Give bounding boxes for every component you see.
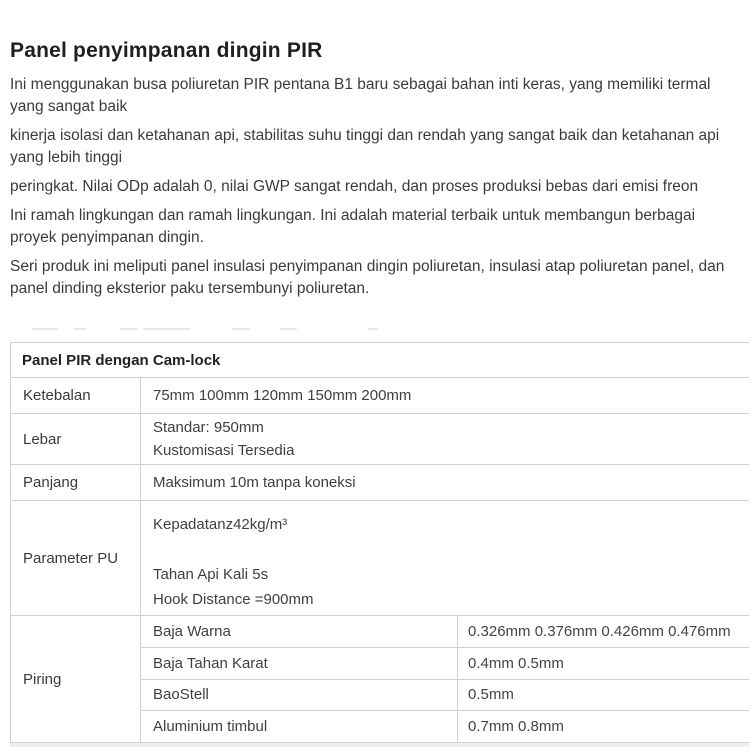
description-paragraph: Ini ramah lingkungan dan ramah lingkungan. Ini adalah material terbaik untuk membangun berbagai proyek penyimpanan dingin. — [10, 207, 696, 246]
sub-row-value: 0.4mm 0.5mm — [457, 648, 749, 679]
value-line: Kustomisasi Tersedia — [153, 442, 295, 459]
faint-line-fragment — [368, 328, 378, 330]
sub-row-name: BaoStell — [153, 686, 209, 704]
faint-line-fragments — [10, 328, 741, 330]
value-line: 75mm 100mm 120mm 150mm 200mm — [153, 387, 412, 404]
description-paragraph: Seri produk ini meliputi panel insulasi penyimpanan dingin poliuretan, insulasi atap poliuretan panel, dan panel dinding eksterior paku tersembunyi poliuretan. — [10, 258, 725, 297]
row-value — [141, 465, 749, 500]
table-row-piring — [11, 615, 749, 742]
row-label: Piring — [11, 616, 141, 742]
sub-row-name: Baja Tahan Karat — [153, 654, 268, 672]
row-value — [141, 414, 749, 464]
faint-line-fragment — [32, 328, 58, 330]
value-line: Tahan Api Kali 5s — [153, 566, 269, 583]
value-line: Maksimum 10m tanpa koneksi — [153, 474, 356, 491]
table-row-lebar — [11, 413, 749, 464]
sub-row-value: 0.326mm 0.376mm 0.426mm 0.476mm — [457, 616, 749, 647]
row-value — [141, 501, 749, 615]
row-value — [141, 378, 749, 413]
faint-line-fragment — [73, 328, 87, 330]
sub-row-baja-tahan-karat — [141, 647, 749, 679]
faint-line-fragment — [120, 328, 138, 330]
partial-next-row-strip — [10, 743, 749, 747]
sub-row-baostell — [141, 679, 749, 711]
table-header: Panel PIR dengan Cam-lock — [22, 351, 221, 369]
sub-row-baja-warna — [141, 616, 749, 647]
sub-row-value: 0.7mm 0.8mm — [457, 711, 749, 742]
faint-line-fragment — [280, 328, 297, 330]
description-paragraph: kinerja isolasi dan ketahanan api, stabilitas suhu tinggi dan rendah yang sangat baik dan ketahanan api yang lebih tinggi — [10, 127, 720, 166]
sub-row-name: Baja Warna — [153, 622, 231, 640]
row-label: Lebar — [11, 414, 141, 464]
value-line: Standar: 950mm — [153, 419, 264, 436]
spec-table — [10, 342, 749, 743]
row-label: Ketebalan — [11, 378, 141, 413]
description-paragraph: peringkat. Nilai ODp adalah 0, nilai GWP sangat rendah, dan proses produksi bebas dari emisi freon — [10, 178, 699, 195]
faint-line-fragment — [232, 328, 250, 330]
page-title: Panel penyimpanan dingin PIR — [10, 39, 323, 62]
row-label: Parameter PU — [11, 501, 141, 615]
table-row-parameter-pu — [11, 500, 749, 615]
row-label: Panjang — [11, 465, 141, 500]
faint-line-fragment — [143, 328, 191, 330]
table-row-panjang — [11, 464, 749, 500]
sub-row-value: 0.5mm — [457, 680, 749, 711]
value-line-blank — [153, 537, 749, 562]
value-line: Hook Distance =900mm — [153, 591, 314, 608]
value-line: Kepadatanz42kg/m³ — [153, 516, 288, 533]
description-paragraph: Ini menggunakan busa poliuretan PIR pentana B1 baru sebagai bahan inti keras, yang memiliki termal yang sangat baik — [10, 76, 711, 115]
table-row-ketebalan — [11, 377, 749, 413]
sub-row-aluminium-timbul — [141, 710, 749, 742]
piring-sub-table — [141, 616, 749, 742]
sub-row-name: Aluminium timbul — [153, 718, 268, 736]
